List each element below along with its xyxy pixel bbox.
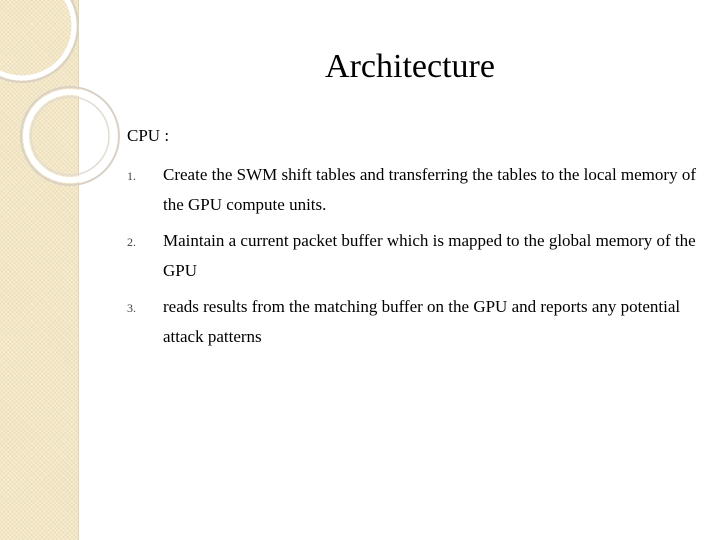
numbered-list xyxy=(127,160,697,358)
list-item-text: reads results from the matching buffer on the GPU and reports any potential attack patterns xyxy=(163,297,681,346)
slide-title: Architecture xyxy=(325,48,495,85)
list-item-number: 2. xyxy=(127,235,136,249)
list-item-text: Create the SWM shift tables and transferring the tables to the local memory of the GPU compute units. xyxy=(163,165,696,214)
list-item-text: Maintain a current packet buffer which is mapped to the global memory of the GPU xyxy=(163,231,696,280)
decorative-side-band xyxy=(0,0,79,540)
section-label: CPU : xyxy=(127,126,170,145)
list-item xyxy=(127,292,697,352)
list-item-number: 1. xyxy=(127,169,136,183)
list-item xyxy=(127,160,697,220)
list-item xyxy=(127,226,697,286)
list-item-number: 3. xyxy=(127,301,136,315)
